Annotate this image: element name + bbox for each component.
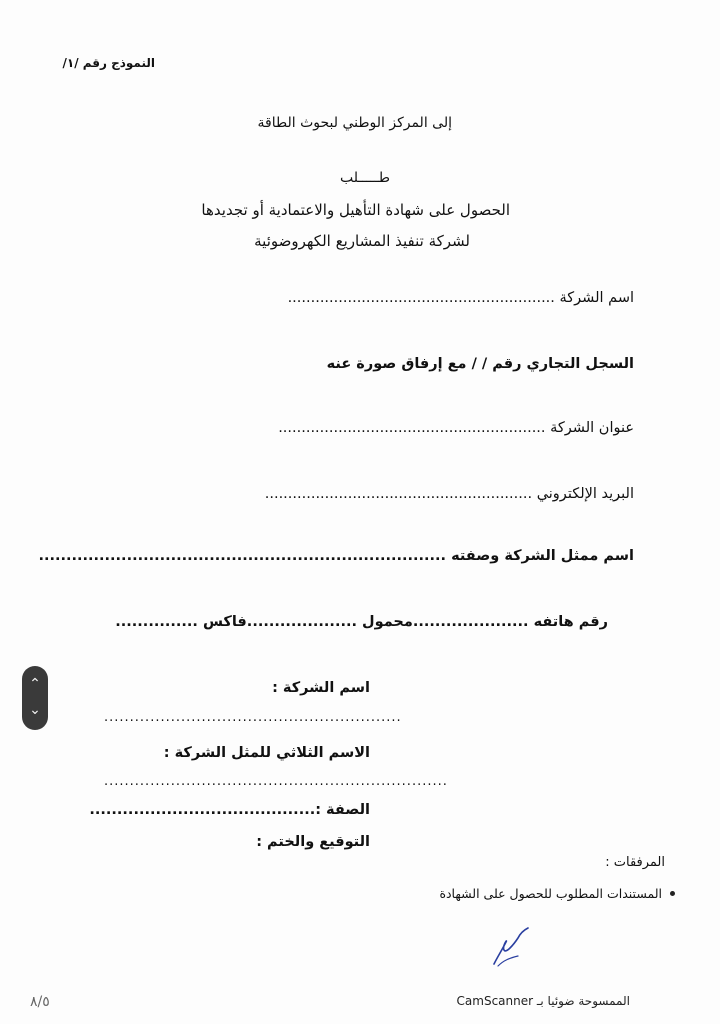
company-address-field: عنوان الشركة .......................................................... [278,420,634,436]
chevron-down-icon[interactable]: ⌄ [29,702,41,718]
signature-scribble [488,920,532,970]
subject-line-1: الحصول على شهادة التأهيل والاعتمادية أو تجديدها [201,201,510,219]
addressee: إلى المركز الوطني لبحوث الطاقة [257,115,452,131]
email-field: البريد الإلكتروني .......................................................... [264,486,634,502]
camscanner-footer: الممسوحة ضوئيا بـ CamScanner [456,994,630,1008]
representative-fullname-dots: ................................................................... [104,774,448,789]
signature-stamp-label: التوقيع والختم : [256,834,370,850]
commercial-register-field: السجل التجاري رقم / / مع إرفاق صورة عنه [326,356,634,372]
signature-company-label: اسم الشركة : [272,680,370,696]
page-number: ٨/٥ [30,994,50,1010]
request-title: طـــــلب [339,170,390,186]
representative-fullname-label: الاسم الثلاثي للمثل الشركة : [163,745,370,761]
signature-company-dots: .......................................................... [104,710,402,725]
chevron-up-icon[interactable]: ⌃ [29,676,41,692]
representative-title-label: الصفة :......................................... [89,802,370,818]
page-scroll-control[interactable] [22,666,48,730]
attachment-item: المستندات المطلوب للحصول على الشهادة [439,886,662,901]
bullet-icon [670,891,675,896]
form-number: النموذج رقم /١/ [62,56,155,70]
phone-field: رقم هاتفه .....................محمول ....................فاكس ............... [115,614,608,630]
subject-line-2: لشركة تنفيذ المشاريع الكهروضوئية [254,232,470,250]
company-name-field: اسم الشركة .......................................................... [287,290,634,306]
attachments-heading: المرفقات : [605,855,665,870]
representative-field: اسم ممثل الشركة وصفته .......................................................................... [38,548,634,564]
